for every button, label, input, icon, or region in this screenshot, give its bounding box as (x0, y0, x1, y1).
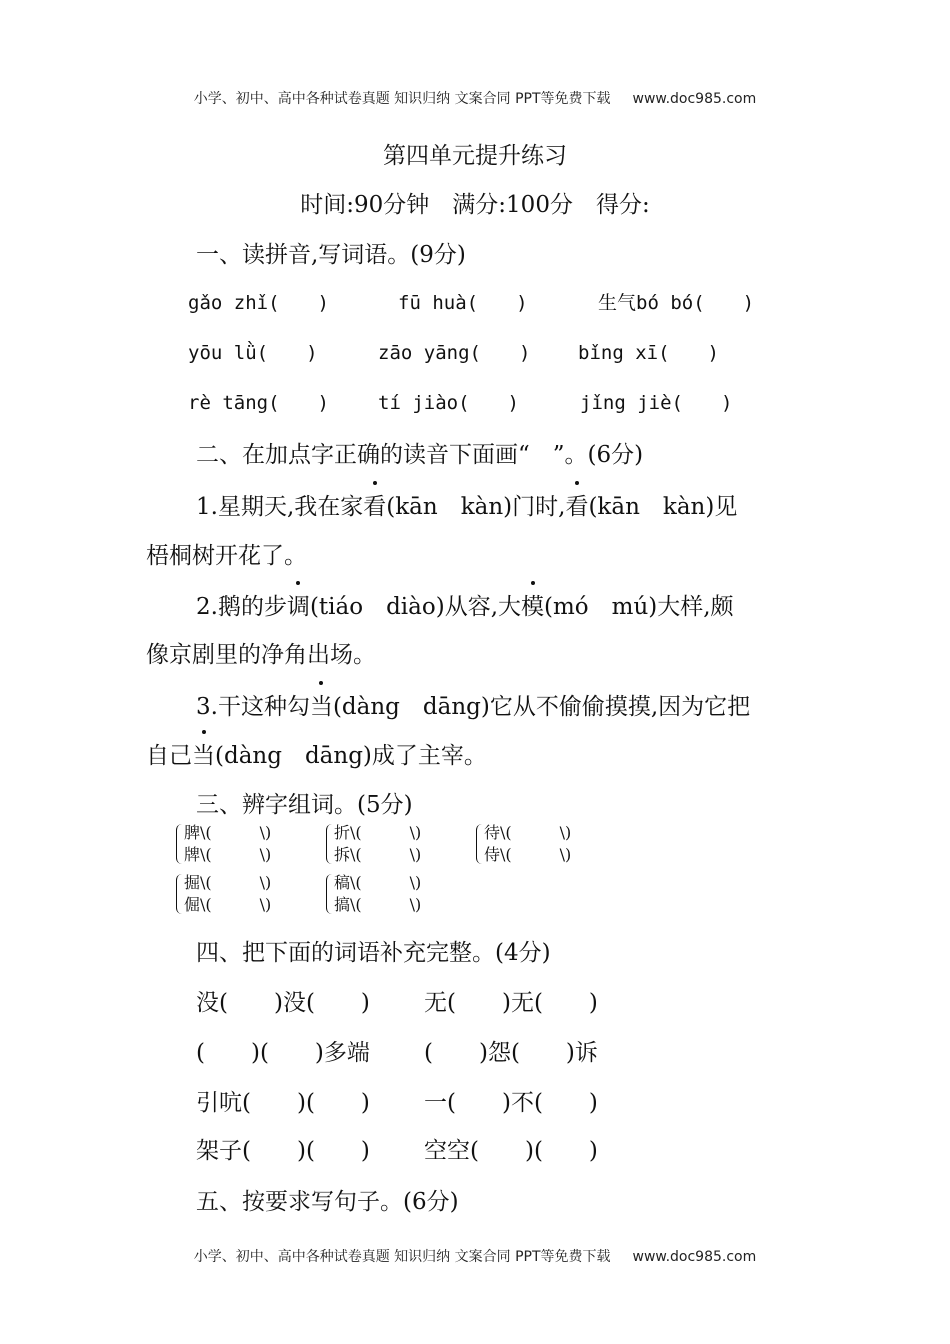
group-row: 脾\( \) (184, 823, 272, 842)
dotted-char: 调 (287, 588, 310, 621)
idiom-item: 架子( )( ) (196, 1138, 370, 1164)
pinyin-item: yōu lǜ( ) (188, 342, 318, 364)
idiom-item: 一( )不( ) (424, 1090, 598, 1116)
brace-icon (326, 874, 333, 914)
section-3-heading: 三、辨字组词。(5分) (196, 792, 413, 818)
q-text: (kān kàn)门时, (386, 494, 566, 520)
idiom-row (196, 984, 598, 1017)
dotted-char: 模 (521, 588, 544, 621)
pinyin-item: rè tāng( ) (188, 392, 329, 414)
idiom-row (196, 1034, 598, 1067)
page-header (0, 88, 950, 108)
char-group (176, 872, 271, 916)
idiom-item: ( )怨( )诉 (424, 1040, 598, 1066)
group-row: 折\( \) (334, 823, 422, 842)
section-2-heading: 二、在加点字正确的读音下面画“ ”。(6分) (196, 442, 644, 468)
pinyin-item: bǐng xī( ) (578, 342, 719, 364)
char-group (326, 822, 421, 866)
question-2-1-cont: 梧桐树开花了。 (146, 543, 307, 569)
group-row: 拆\( \) (334, 845, 422, 864)
footer-text: 小学、初中、高中各种试卷真题 知识归纳 文案合同 PPT等免费下载 (193, 1249, 611, 1265)
char-group (476, 822, 571, 866)
header-text: 小学、初中、高中各种试卷真题 知识归纳 文案合同 PPT等免费下载 (193, 91, 611, 107)
question-2-3-cont (146, 737, 487, 770)
section-4-heading: 四、把下面的词语补充完整。(4分) (196, 940, 551, 966)
group-row: 掘\( \) (184, 873, 272, 892)
brace-icon (476, 824, 483, 864)
exam-meta: 时间:90分钟 满分:100分 得分: (300, 192, 650, 218)
pinyin-item: 生气bó bó( ) (598, 292, 755, 314)
brace-icon (176, 824, 183, 864)
dotted-char: 当 (192, 737, 215, 770)
idiom-item: 没( )没( ) (196, 990, 370, 1016)
group-row: 待\( \) (484, 823, 572, 842)
pinyin-item: jǐng jiè( ) (580, 392, 733, 414)
idiom-row (196, 1084, 598, 1117)
pinyin-row-1 (188, 288, 754, 315)
section-1-heading: 一、读拼音,写词语。(9分) (196, 242, 466, 268)
question-2-3 (196, 688, 750, 721)
group-row: 搞\( \) (334, 895, 422, 914)
section-5-heading: 五、按要求写句子。(6分) (196, 1189, 459, 1215)
pinyin-item: tí jiào( ) (378, 392, 519, 414)
q-text: (kān kàn)见 (588, 494, 738, 520)
q-text: (dàng dāng)成了主宰。 (215, 743, 487, 769)
question-2-1 (196, 488, 737, 521)
q-text: 自己 (146, 743, 192, 769)
idiom-item: ( )( )多端 (196, 1040, 370, 1066)
pinyin-row-3 (188, 388, 732, 415)
q-text: (mó mú)大样,颇 (544, 594, 734, 620)
group-row: 倔\( \) (184, 895, 272, 914)
footer-site: www.doc985.com (632, 1249, 757, 1265)
q-text: 3.干这种勾 (196, 694, 310, 720)
char-group (326, 872, 421, 916)
q-text: 2.鹅的步 (196, 594, 287, 620)
brace-icon (176, 874, 183, 914)
pinyin-item: fū huà( ) (398, 292, 528, 314)
idiom-item: 引吭( )( ) (196, 1090, 370, 1116)
group-row: 侍\( \) (484, 845, 572, 864)
q-text: (dàng dāng)它从不偷偷摸摸,因为它把 (332, 694, 751, 720)
page-title: 第四单元提升练习 (383, 143, 567, 169)
idiom-item: 空空( )( ) (424, 1138, 598, 1164)
q-text: 1.星期天,我在家 (196, 494, 364, 520)
question-2-2 (196, 588, 734, 621)
dotted-char: 看 (363, 488, 386, 521)
dotted-char: 看 (565, 488, 588, 521)
brace-icon (326, 824, 333, 864)
idiom-item: 无( )无( ) (424, 990, 598, 1016)
pinyin-item: gǎo zhǐ( ) (188, 292, 329, 314)
question-2-2-cont: 像京剧里的净角出场。 (146, 642, 376, 668)
q-text: (tiáo diào)从容,大 (309, 594, 522, 620)
pinyin-item: zāo yāng( ) (378, 342, 531, 364)
char-group (176, 822, 271, 866)
pinyin-row-2 (188, 338, 719, 365)
header-site: www.doc985.com (632, 91, 757, 107)
page-footer (0, 1246, 950, 1266)
idiom-row (196, 1132, 598, 1165)
group-row: 稿\( \) (334, 873, 422, 892)
group-row: 牌\( \) (184, 845, 272, 864)
dotted-char: 当 (310, 688, 333, 721)
